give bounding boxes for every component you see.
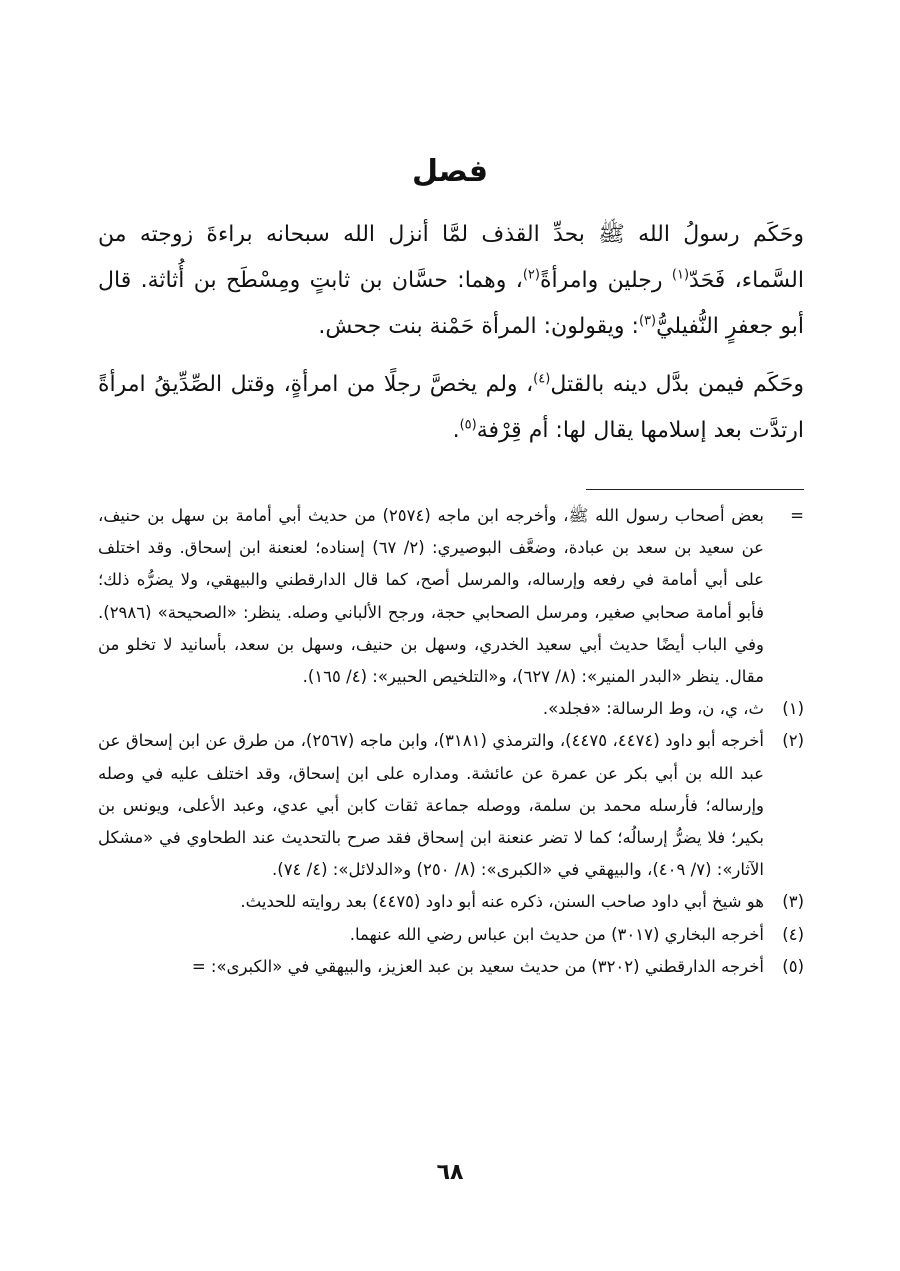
footnote-separator [586, 489, 804, 490]
paragraph-text: ، ولم يخصَّ رجلًا من امرأةٍ، وقتل الصِّدِّيقُ امرأةً ارتدَّت بعد إسلامها يقال لها: أم قِرْفة [98, 372, 804, 443]
footnote-text: ث، ي، ن، وط الرسالة: «فجلد». [542, 699, 764, 719]
footnote-reference[interactable]: (٥) [459, 417, 477, 433]
paragraph-text: . [452, 418, 460, 443]
footnote-text: أخرجه البخاري (٣٠١٧) من حديث ابن عباس رضي الله عنهما. [349, 924, 764, 944]
paragraph-text: ، وهما: حسَّان بن ثابتٍ ومِسْطَح بن أُثاثة. قال أبو جعفرٍ النُّفيليُّ [98, 268, 804, 339]
footnote-reference[interactable]: (٣) [638, 313, 657, 329]
footnote-item [98, 693, 804, 725]
page-number: ٦٨ [436, 1160, 464, 1185]
paragraph-text: وحَكَم فيمن بدَّل دينه بالقتل [550, 372, 804, 397]
footnote-item [98, 725, 804, 886]
footnote-number: (٤) [782, 924, 804, 944]
paragraph-text: : ويقولون: المرأة حَمْنة بنت جحش. [318, 314, 639, 339]
footnote-reference[interactable]: (٤) [533, 371, 551, 387]
section-heading: فصل [412, 154, 488, 189]
footnote-text: أخرجه أبو داود (٤٤٧٤، ٤٤٧٥)، والترمذي (٣١٨١)، وابن ماجه (٢٥٦٧)، من طرق عن ابن إسحاق عن عبد الله بن أبي بكر عن عمرة عن عائشة. ومداره على ابن إسحاق، وقد اختلف عليه في وصله وإرساله؛ فأرسله محمد بن سلمة، ووصله جماعة ثقات كابن أبي عدي، وعبد الأعلى، ويونس بن بكير؛ فلا يضرُّ إرسالُه؛ كما لا تضر عنعنة ابن إسحاق فقد صرح بالتحديث عند الطحاوي في «مشكل الآثار»: (٧/ ٤٠٩)، والبيهقي في «الكبرى»: (٨/ ٢٥٠) و«الدلائل»: (٤/ ٧٤). [98, 731, 764, 880]
footnotes [98, 500, 804, 983]
footnote-text: أخرجه الدارقطني (٣٢٠٢) من حديث سعيد بن عبد العزيز، والبيهقي في «الكبرى»: = [191, 956, 764, 976]
footnote-number: (١) [782, 699, 804, 719]
main-text [98, 212, 804, 454]
paragraph-text: رجلين وامرأةً [539, 268, 672, 293]
paragraph [98, 362, 804, 454]
footnote-item [98, 919, 804, 951]
footnote-reference[interactable]: (١) [671, 267, 690, 283]
footnote-number: (٣) [782, 892, 804, 912]
footnote-number: (٢) [782, 731, 804, 751]
paragraph [98, 212, 804, 350]
paragraph-text: وحَكَم رسولُ الله ﷺ بحدِّ القذف لمَّا أنزل الله سبحانه براءةَ زوجته من السَّماء، فَحَدّ [98, 222, 804, 293]
footnote-number: = [790, 506, 804, 525]
footnote-item [98, 951, 804, 983]
footnote-text: بعض أصحاب رسول الله ﷺ، وأخرجه ابن ماجه (٢٥٧٤) من حديث أبي أمامة بن سهل بن حنيف، عن سعيد بن سعد بن عبادة، وضعَّف البوصيري: (٢/ ٦٧) إسناده؛ لعنعنة ابن إسحاق. وقد اختلف على أبي أمامة في رفعه وإرساله، والمرسل أصح، كما قال الدارقطني والبيهقي، ولا يضرُّه ذلك؛ فأبو أمامة صحابي صغير، ومرسل الصحابي حجة، ورجح الألباني وصله. ينظر: «الصحيحة» (٢٩٨٦). وفي الباب أيضًا حديث أبي سعيد الخدري، وسهل بن حنيف، وسهل بن سعد، بأسانيد لا تخلو من مقال. ينظر «البدر المنير»: (٨/ ٦٢٧)، و«التلخيص الحبير»: (٤/ ١٦٥). [98, 506, 764, 687]
footnote-reference[interactable]: (٢) [522, 267, 540, 283]
footnote-item [98, 886, 804, 918]
footnote-item [98, 500, 804, 693]
footnote-text: هو شيخ أبي داود صاحب السنن، ذكره عنه أبو داود (٤٤٧٥) بعد روايته للحديث. [240, 892, 764, 912]
footnote-number: (٥) [782, 956, 804, 976]
